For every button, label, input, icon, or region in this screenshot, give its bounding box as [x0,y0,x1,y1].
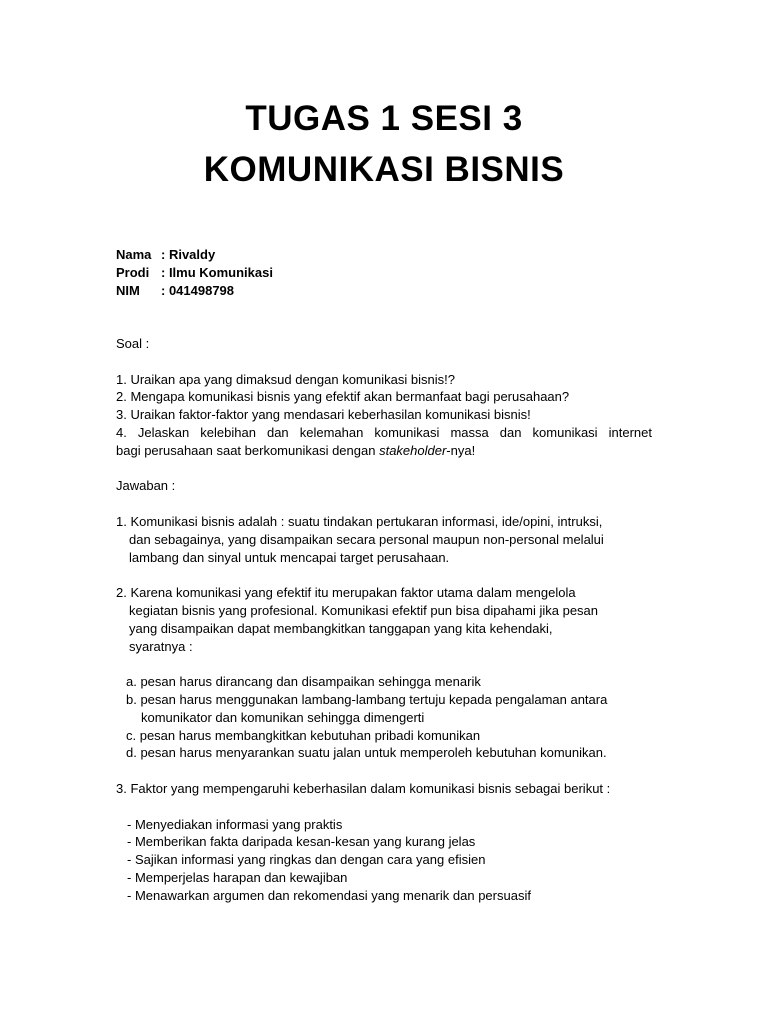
question-4-text: bagi perusahaan saat berkomunikasi dengan [116,442,380,458]
question-1: 1. Uraikan apa yang dimaksud dengan komunikasi bisnis!? [116,371,455,387]
answer-1-line1: 1. Komunikasi bisnis adalah : suatu tindakan pertukaran informasi, ide/opini, intruksi, [116,513,603,529]
answer-2-item-b-cont: komunikator dan komunikan sehingga dimengerti [141,709,425,725]
answer-3-item: - Sajikan informasi yang ringkas dan dengan cara yang efisien [127,852,486,868]
document-body [116,246,652,904]
answer-1-line3: lambang dan sinyal untuk mencapai target perusahaan. [129,549,450,565]
soal-heading: Soal : [116,335,150,351]
identity-nama [116,246,652,264]
prodi-value: : Ilmu Komunikasi [161,264,273,280]
answer-3-item: - Memperjelas harapan dan kewajiban [127,869,348,885]
answer-2-item-b: b. pesan harus menggunakan lambang-lambang tertuju kepada pengalaman antara [126,691,608,707]
answer-2-item-a: a. pesan harus dirancang dan disampaikan sehingga menarik [126,674,481,690]
answer-2-item-d: d. pesan harus menyarankan suatu jalan untuk memperoleh kebutuhan komunikan. [126,745,607,761]
answer-3-item: - Menyediakan informasi yang praktis [127,816,343,832]
question-2: 2. Mengapa komunikasi bisnis yang efektif akan bermanfaat bagi perusahaan? [116,389,570,405]
jawaban-heading: Jawaban : [116,478,176,494]
answer-2-line1: 2. Karena komunikasi yang efektif itu merupakan faktor utama dalam mengelola [116,585,576,601]
question-4-line1: 4. Jelaskan kelebihan dan kelemahan komunikasi massa dan komunikasi internet [116,424,652,440]
question-4-suffix: -nya! [446,442,476,458]
document-title-line2: KOMUNIKASI BISNIS [203,150,565,189]
nama-value: : Rivaldy [161,247,216,262]
question-4-line2 [116,442,652,460]
nama-label: Nama [116,247,152,262]
nim-value: : 041498798 [161,282,235,298]
answer-2-line4: syaratnya : [129,638,193,654]
document-title-line1: TUGAS 1 SESI 3 [245,99,523,138]
identity-nim [116,282,652,300]
answer-1-line2: dan sebagainya, yang disampaikan secara personal maupun non-personal melalui [129,531,604,547]
answer-2-item-c: c. pesan harus membangkitkan kebutuhan pribadi komunikan [126,727,481,743]
answer-3-line1: 3. Faktor yang mempengaruhi keberhasilan dalam komunikasi bisnis sebagai berikut : [116,780,611,796]
answer-2-line2: kegiatan bisnis yang profesional. Komunikasi efektif pun bisa dipahami jika pesan [129,602,599,618]
identity-prodi [116,264,652,282]
answer-3-item: - Menawarkan argumen dan rekomendasi yang menarik dan persuasif [127,887,531,903]
question-3: 3. Uraikan faktor-faktor yang mendasari keberhasilan komunikasi bisnis! [116,407,531,423]
nim-label: NIM [116,282,140,298]
prodi-label: Prodi [116,264,150,280]
answer-3-item: - Memberikan fakta daripada kesan-kesan yang kurang jelas [127,834,476,850]
answer-2-line3: yang disampaikan dapat membangkitkan tanggapan yang kita kehendaki, [129,620,553,636]
question-4-stakeholder: stakeholder [379,442,447,458]
